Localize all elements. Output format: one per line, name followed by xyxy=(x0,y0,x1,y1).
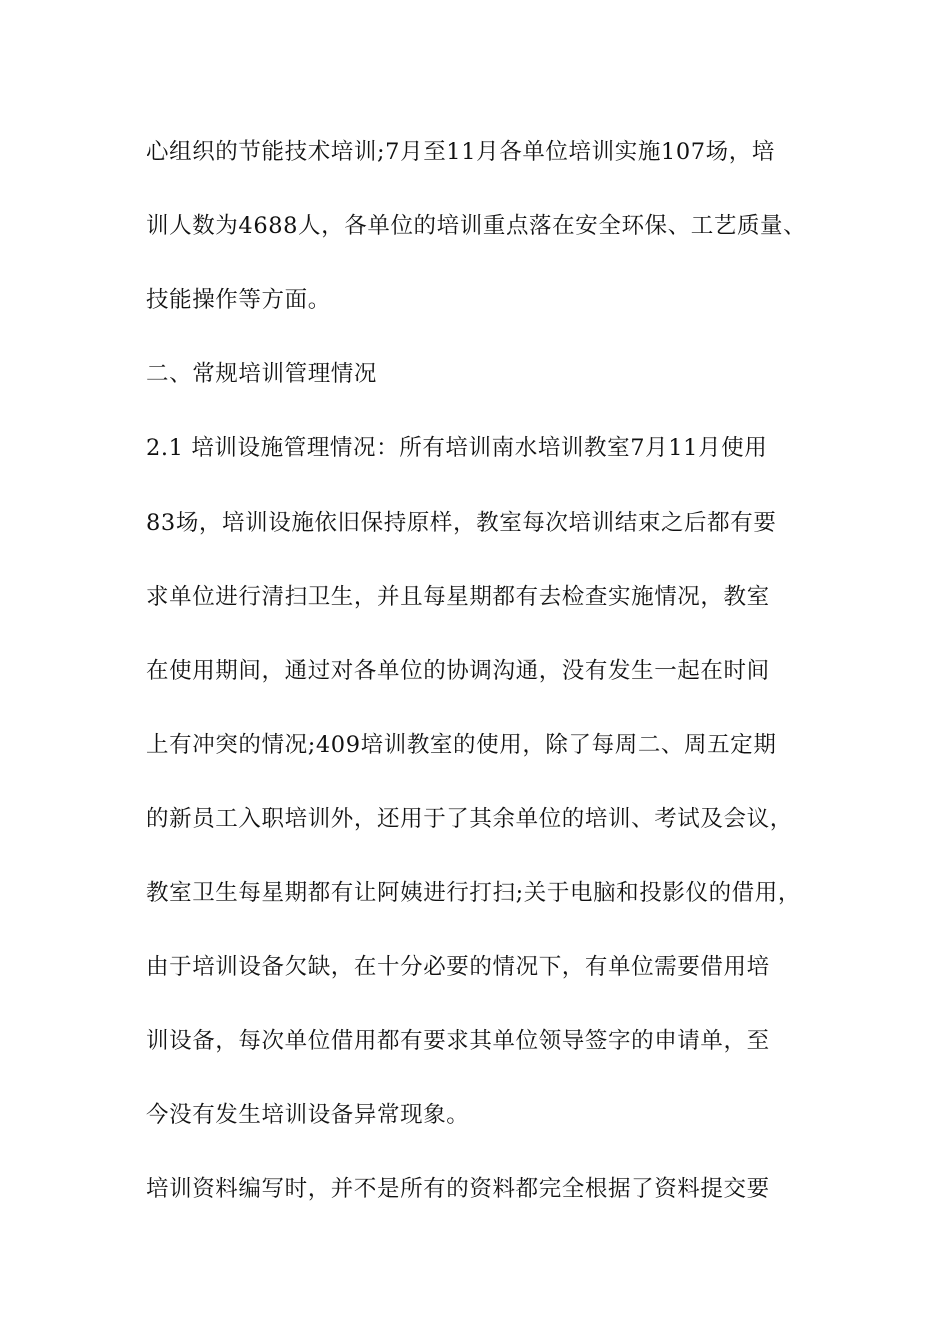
section-heading: 二、常规培训管理情况 xyxy=(146,361,378,387)
text-line: 训设备，每次单位借用都有要求其单位领导签字的申请单，至 xyxy=(146,1028,770,1054)
text-line: 训人数为4688人，各单位的培训重点落在安全环保、工艺质量、 xyxy=(146,213,807,239)
text-line: 由于培训设备欠缺，在十分必要的情况下，有单位需要借用培 xyxy=(146,954,770,980)
text-line: 今没有发生培训设备异常现象。 xyxy=(146,1102,470,1128)
text-line: 技能操作等方面。 xyxy=(146,287,331,313)
text-line: 的新员工入职培训外，还用于了其余单位的培训、考试及会议， xyxy=(146,806,793,832)
text-line: 83场，培训设施依旧保持原样，教室每次培训结束之后都有要 xyxy=(146,510,777,536)
text-line: 教室卫生每星期都有让阿姨进行打扫;关于电脑和投影仪的借用， xyxy=(146,880,801,906)
text-line: 在使用期间，通过对各单位的协调沟通，没有发生一起在时间 xyxy=(146,658,770,684)
text-line: 培训资料编写时，并不是所有的资料都完全根据了资料提交要 xyxy=(146,1176,770,1202)
text-line: 心组织的节能技术培训;7月至11月各单位培训实施107场，培 xyxy=(146,139,775,165)
text-line: 求单位进行清扫卫生，并且每星期都有去检查实施情况，教室 xyxy=(146,584,770,610)
text-line: 2.1 培训设施管理情况：所有培训南水培训教室7月11月使用 xyxy=(146,435,768,461)
text-line: 上有冲突的情况;409培训教室的使用，除了每周二、周五定期 xyxy=(146,732,777,758)
